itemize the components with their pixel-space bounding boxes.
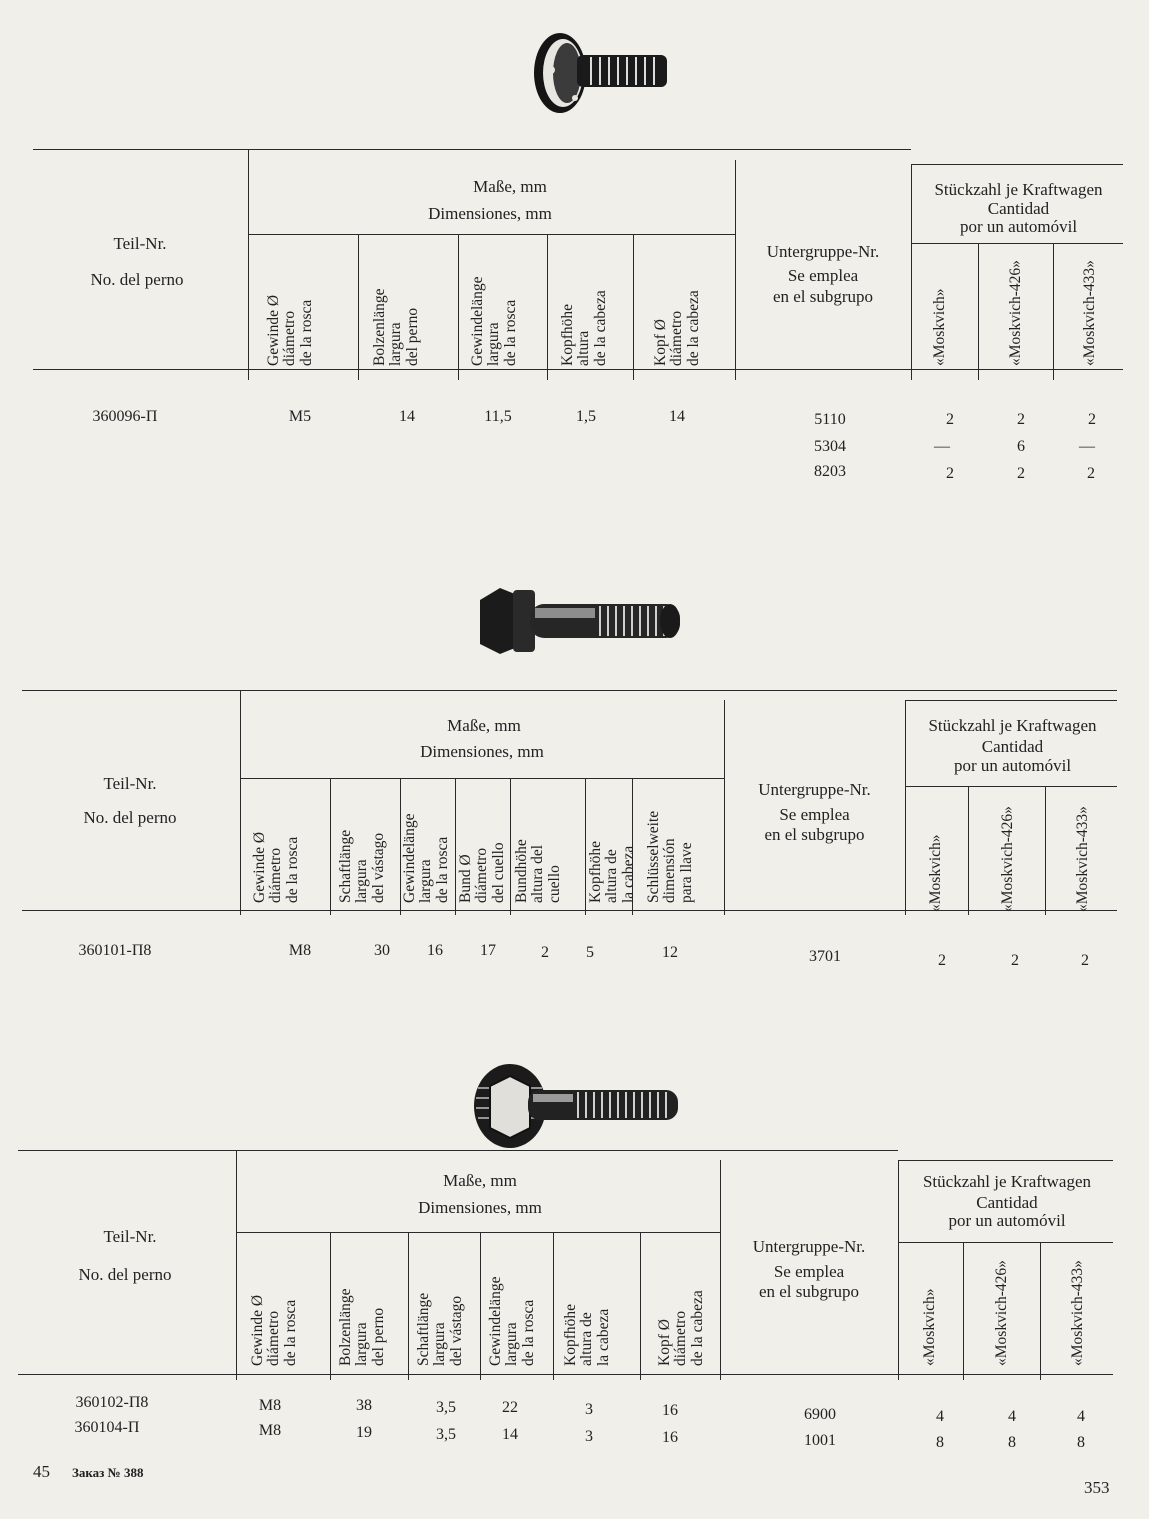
- col-thread-diameter: Gewinde Ø diámetro de la rosca: [265, 294, 315, 366]
- col-model-moskvich-433: «Moskvich-433»: [1074, 806, 1091, 912]
- qty-header-es-2: por un automóvil: [948, 1211, 1066, 1230]
- col-shank-length: Schaftlänge largura del vástago: [415, 1292, 465, 1366]
- col-head-diameter: Kopf Ø diámetro de la cabeza: [652, 290, 702, 366]
- dimensions-header-es: Dimensiones, mm: [418, 1198, 542, 1217]
- col-head-diameter: Kopf Ø diámetro de la cabeza: [656, 1290, 706, 1366]
- subgroup-header-de: Untergruppe-Nr.: [758, 780, 871, 799]
- round-head-bolt-icon: [525, 28, 675, 128]
- part-number-header-de: Teil-Nr.: [113, 234, 167, 253]
- col-thread-length: Gewindelänge largura de la rosca: [469, 276, 519, 366]
- col-collar-height: Bundhöhe altura del cuello: [513, 839, 563, 903]
- dimensions-header-de: Maße, mm: [473, 177, 547, 196]
- subgroup-header-es-2: en el subgrupo: [772, 287, 874, 306]
- col-model-moskvich: «Moskvich»: [921, 1288, 938, 1366]
- qty-header-de: Stückzahl je Kraftwagen: [928, 716, 1097, 735]
- part-number-header-es: No. del perno: [83, 808, 177, 827]
- col-model-moskvich-433: «Moskvich-433»: [1081, 260, 1098, 366]
- flanged-hex-bolt-icon: [475, 582, 685, 662]
- dimensions-header-de: Maße, mm: [447, 716, 521, 735]
- part-number-header-es: No. del perno: [78, 1265, 172, 1284]
- dimensions-header-de: Maße, mm: [443, 1171, 517, 1190]
- qty-header-de: Stückzahl je Kraftwagen: [922, 1172, 1092, 1191]
- footer-order-number: Заказ № 388: [72, 1465, 144, 1480]
- qty-header-es-2: por un automóvil: [959, 217, 1078, 236]
- col-thread-diameter: Gewinde Ø diámetro de la rosca: [249, 1294, 299, 1366]
- col-thread-length: Gewindelänge largura de la rosca: [401, 813, 451, 903]
- qty-header-es-1: Cantidad: [976, 1193, 1038, 1212]
- col-model-moskvich-433: «Moskvich-433»: [1069, 1260, 1086, 1366]
- col-head-height: Kopfhöhe altura de la cabeza: [587, 841, 637, 903]
- part-number-header-de: Teil-Nr.: [103, 1227, 157, 1246]
- subgroup-header-es-2: en el subgrupo: [764, 825, 865, 844]
- col-head-height: Kopfhöhe altura de la cabeza: [559, 290, 609, 366]
- qty-header-de: Stückzahl je Kraftwagen: [934, 180, 1103, 199]
- part-number-header-de: Teil-Nr.: [103, 774, 157, 793]
- col-thread-length: Gewindelänge largura de la rosca: [487, 1276, 537, 1366]
- col-thread-diameter: Gewinde Ø diámetro de la rosca: [251, 831, 301, 903]
- dimensions-header-es: Dimensiones, mm: [428, 204, 552, 223]
- subgroup-header-de: Untergruppe-Nr.: [752, 1237, 866, 1256]
- col-model-moskvich-426: «Moskvich-426»: [1007, 260, 1024, 366]
- subgroup-header-es-1: Se emplea: [773, 1262, 845, 1281]
- subgroup-header-es-1: Se emplea: [787, 266, 859, 285]
- col-model-moskvich-426: «Moskvich-426»: [993, 1260, 1010, 1366]
- subgroup-header-es-2: en el subgrupo: [758, 1282, 860, 1301]
- col-model-moskvich: «Moskvich»: [931, 288, 948, 366]
- subgroup-header-es-1: Se emplea: [779, 805, 850, 824]
- col-wrench-size: Schlüsselweite dimensión para llave: [645, 810, 695, 903]
- col-bolt-length: Bolzenlänge largura del perno: [371, 288, 421, 366]
- part-number-header-es: No. del perno: [90, 270, 184, 289]
- col-model-moskvich: «Moskvich»: [927, 834, 944, 912]
- knurled-head-bolt-icon: [468, 1058, 688, 1158]
- dimensions-header-es: Dimensiones, mm: [420, 742, 544, 761]
- col-shank-length: Schaftlänge largura del vástago: [337, 829, 387, 903]
- qty-header-es-1: Cantidad: [981, 737, 1044, 756]
- col-model-moskvich-426: «Moskvich-426»: [999, 806, 1016, 912]
- page-number: 353: [1084, 1478, 1110, 1497]
- col-bolt-length: Bolzenlänge largura del perno: [337, 1288, 387, 1366]
- footer-sheet-number: 45: [33, 1462, 50, 1481]
- qty-header-es-1: Cantidad: [987, 199, 1050, 218]
- qty-header-es-2: por un automóvil: [953, 756, 1072, 775]
- col-collar-diameter: Bund Ø diámetro del cuello: [457, 842, 507, 903]
- subgroup-header-de: Untergruppe-Nr.: [766, 242, 880, 261]
- col-head-height: Kopfhöhe altura de la cabeza: [562, 1304, 612, 1366]
